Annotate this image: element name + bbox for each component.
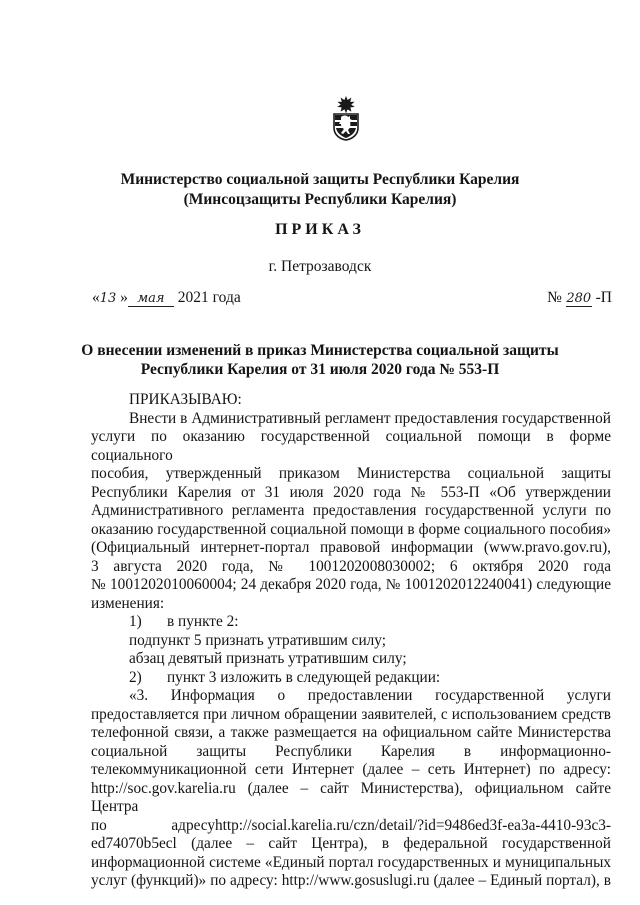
document-date <box>92 289 241 307</box>
list-item-1-text: в пункте 2: <box>167 613 239 630</box>
list-item-2-text: пункт 3 изложить в следующей редакции: <box>167 668 441 686</box>
document-city: г. Петрозаводск <box>268 258 372 275</box>
list-item-1 <box>91 613 611 632</box>
subject-line2: Республики Карелия от 31 июля 2020 года № 553-П <box>140 361 500 378</box>
body-line: Республики Карелия от 31 июля 2020 года № 553-П «Об утверждении <box>91 483 611 501</box>
document-number <box>547 289 612 307</box>
order-word: ПРИКАЗЫВАЮ: <box>129 391 242 408</box>
quote-line: «3. Информация о предоставлении государственной услуги <box>129 687 611 704</box>
body-line: Внести в Административный регламент предоставления государственной <box>129 409 611 427</box>
quote-line: услуг (функций)» по адресу: http://www.gosuslugi.ru (далее – Единый портал), в <box>91 872 611 889</box>
number-prefix: № <box>547 289 562 306</box>
list-item-1-number: 1) <box>129 613 142 630</box>
body-line: 3 августа 2020 года, № 1001202008030002; 6 октября 2020 года <box>91 557 611 575</box>
sub-item-2: абзац девятый признать утратившим силу; <box>129 650 407 667</box>
quote-line: предоставляется при личном обращении заявителей, с использованием средств <box>91 705 611 723</box>
body-line: Административного регламента предоставления государственной услуги по <box>91 502 611 519</box>
document-type: ПРИКАЗ <box>275 221 365 238</box>
body-line: (Официальный интернет-портал правовой информации (www.pravo.gov.ru), <box>91 539 611 556</box>
ministry-name-line1: Министерство социальной защиты Республики Карелия <box>120 171 520 188</box>
body-line: № 1001202010060004; 24 декабря 2020 года, № 1001202012240041) следующие <box>91 576 611 593</box>
order-subject <box>0 341 640 379</box>
list-item-2 <box>91 669 611 688</box>
body-line: изменения: <box>91 594 165 612</box>
number-suffix: -П <box>595 289 612 306</box>
quote-line: ed74070b5ecl (далее – сайт Центра), в федеральной государственной <box>91 835 611 852</box>
quote-line: информационной системе «Единый портал государственных и муниципальных <box>91 853 611 871</box>
date-month: мая <box>128 291 174 307</box>
quote-line: телефонной связи, а также размещается на официальном сайте Министерства <box>91 724 611 741</box>
date-day: 13 <box>99 291 117 306</box>
number-value: 280 <box>566 291 592 306</box>
order-body <box>91 391 611 891</box>
quote-line: http://soc.gov.karelia.ru (далее – сайт Министерства), официальном сайте Центра <box>91 779 611 815</box>
sub-item-1: подпункт 5 признать утратившим силу; <box>129 631 386 649</box>
list-item-2-number: 2) <box>129 668 142 686</box>
quote-line: социальной защиты Республики Карелия в информационно- <box>91 742 611 760</box>
quote-line: телекоммуникационной сети Интернет (далее – сеть Интернет) по адресу: <box>91 761 611 778</box>
date-open-quote: « <box>92 289 100 306</box>
date-year: 2021 года <box>177 289 241 306</box>
body-line: оказанию государственной социальной помощи в форме социального пособия» <box>91 520 611 538</box>
body-line: услуги по оказанию государственной социальной помощи в форме социального <box>91 428 611 464</box>
body-line: пособия, утвержденный приказом Министерства социальной защиты <box>91 465 611 482</box>
quote-line: по адресуhttp://social.karelia.ru/czn/detail/?id=9486ed3f-ea3a-4410-93c3- <box>91 816 611 834</box>
ministry-name <box>0 170 640 210</box>
subject-line1: О внесении изменений в приказ Министерства социальной защиты <box>81 342 559 359</box>
karelia-coat-of-arms-icon <box>331 95 361 141</box>
ministry-name-line2: (Минсоцзащиты Республики Карелия) <box>183 191 457 208</box>
date-close-quote: » <box>120 289 128 306</box>
